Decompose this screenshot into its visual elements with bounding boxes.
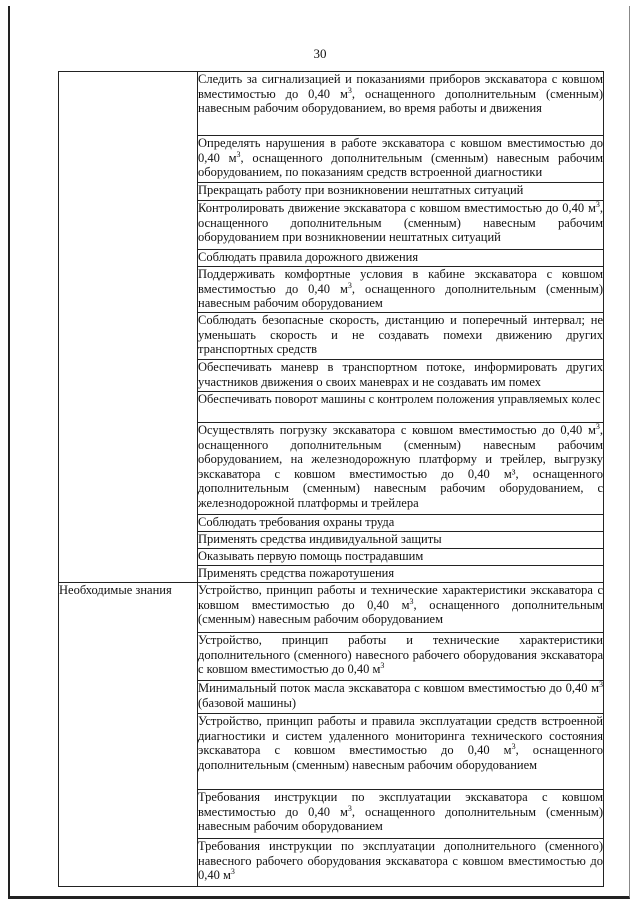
section-label (59, 72, 198, 583)
unit-superscript: 3 (595, 199, 600, 209)
table-cell (198, 681, 604, 714)
table-cell (198, 136, 604, 183)
unit-superscript: 3 (599, 679, 603, 689)
cell-text: Соблюдать безопасные скорость, дистанцию и поперечный интервал; не уменьшать скорость и не создавать помехи движению других транспортных средств (198, 313, 603, 357)
cell-text: Требования инструкции по эксплуатации экскаватора с ковшом вместимостью до 0,40 м (198, 790, 603, 819)
table-cell (198, 423, 604, 515)
table-cell (198, 549, 604, 566)
table-cell (198, 183, 604, 201)
unit-superscript: 3 (230, 867, 235, 877)
table-cell (198, 201, 604, 250)
cell-text: Определять нарушения в работе экскаватора с ковшом вместимостью до 0,40 м (198, 136, 603, 165)
cell-text-continued: , оснащенного дополнительным (сменным) навесным рабочим оборудованием, во время работы и движения (198, 86, 604, 116)
unit-superscript: 3 (595, 421, 600, 431)
table-cell (198, 714, 604, 790)
cell-text-continued: , оснащенного дополнительным (сменным) навесным рабочим оборудованием (198, 743, 603, 772)
table-cell (198, 583, 604, 633)
section-label: Необходимые знания (59, 583, 198, 887)
page-number: 30 (313, 46, 327, 61)
cell-text: Соблюдать требования охраны труда (198, 515, 395, 529)
cell-text: Обеспечивать поворот машины с контролем положения управляемых колес (198, 392, 601, 406)
table-cell (198, 839, 604, 887)
table-cell (198, 267, 604, 313)
table-row (59, 72, 604, 136)
table-cell (198, 566, 604, 583)
cell-text: Контролировать движение экскаватора с ковшом вместимостью до 0,40 м (198, 201, 596, 215)
cell-text: Требования инструкции по эксплуатации дополнительного (сменного) навесного рабочего оборудования экскаватора с ковшом вместимостью до 0,40 м (198, 839, 603, 883)
unit-superscript: 3 (347, 85, 352, 95)
requirements-table (58, 71, 604, 887)
unit-superscript: 3 (511, 742, 516, 752)
unit-superscript: 3 (347, 280, 352, 290)
table-cell (198, 250, 604, 267)
cell-text: Устройство, принцип работы и технические характеристики экскаватора с ковшом вместимостью до 0,40 м (198, 583, 603, 612)
table-cell (198, 515, 604, 532)
table-cell (198, 313, 604, 360)
cell-text-continued: , оснащенного дополнительным (сменным) навесным рабочим оборудованием (198, 597, 603, 627)
cell-text: Применять средства индивидуальной защиты (198, 532, 442, 546)
cell-text-continued: , оснащенного дополнительным (сменным) навесным рабочим оборудованием (198, 281, 604, 311)
table-cell (198, 790, 604, 839)
cell-text: Устройство, принцип работы и правила эксплуатации средств встроенной диагностики и систем удаленного мониторинга технического состояния экскаватора с ковшом вместимостью до 0,40 м (198, 714, 603, 758)
table-row (59, 583, 604, 633)
unit-superscript: 3 (236, 149, 241, 159)
cell-text: Оказывать первую помощь пострадавшим (198, 549, 424, 563)
cell-text: Прекращать работу при возникновении нештатных ситуаций (198, 183, 524, 197)
cell-text-continued: , оснащенного дополнительным (сменным) навесным рабочим оборудованием, по показаниям средств встроенной диагностики (198, 150, 603, 180)
cell-text: Устройство, принцип работы и технические характеристики дополнительного (сменного) навесного рабочего оборудования экскаватора с ковшом вместимостью до 0,40 м (198, 633, 603, 677)
cell-text: Минимальный поток масла экскаватора с ковшом вместимостью до 0,40 м (198, 681, 599, 695)
table-cell (198, 392, 604, 423)
cell-text: Обеспечивать маневр в транспортном потоке, информировать других участников движения о своих маневрах и не создавать им помех (198, 360, 603, 389)
cell-text-continued: , оснащенного дополнительным (сменным) навесным рабочим оборудованием, на железнодорожную платформу и трейлер, выгрузку экскаватора с ковшом вместимостью до 0,40 м³, оснащенного дополнительным (сменным) навесным рабочим оборудованием, с железнодорожной платформы и трейлера (198, 423, 603, 510)
table-cell (198, 72, 604, 136)
unit-superscript: 3 (409, 596, 414, 606)
cell-text-continued: , оснащенного дополнительным (сменным) навесным рабочим оборудованием (198, 804, 604, 834)
table-cell (198, 633, 604, 681)
unit-superscript: 3 (347, 803, 352, 813)
cell-text: Поддерживать комфортные условия в кабине экскаватора с ковшом вместимостью до 0,40 м (198, 267, 603, 296)
cell-text: Соблюдать правила дорожного движения (198, 250, 419, 264)
cell-text: Осуществлять погрузку экскаватора с ковшом вместимостью до 0,40 м (198, 423, 596, 437)
table-cell (198, 532, 604, 549)
table-cell (198, 360, 604, 392)
cell-text: Следить за сигнализацией и показаниями приборов экскаватора с ковшом вместимостью до 0,40 м (198, 72, 603, 101)
cell-text-continued: (базовой машины) (198, 695, 297, 710)
unit-superscript: 3 (380, 661, 385, 671)
cell-text-continued: , оснащенного дополнительным (сменным) навесным рабочим оборудованием при возникновении нештатных ситуаций (198, 201, 603, 245)
cell-text: Применять средства пожаротушения (198, 566, 395, 580)
